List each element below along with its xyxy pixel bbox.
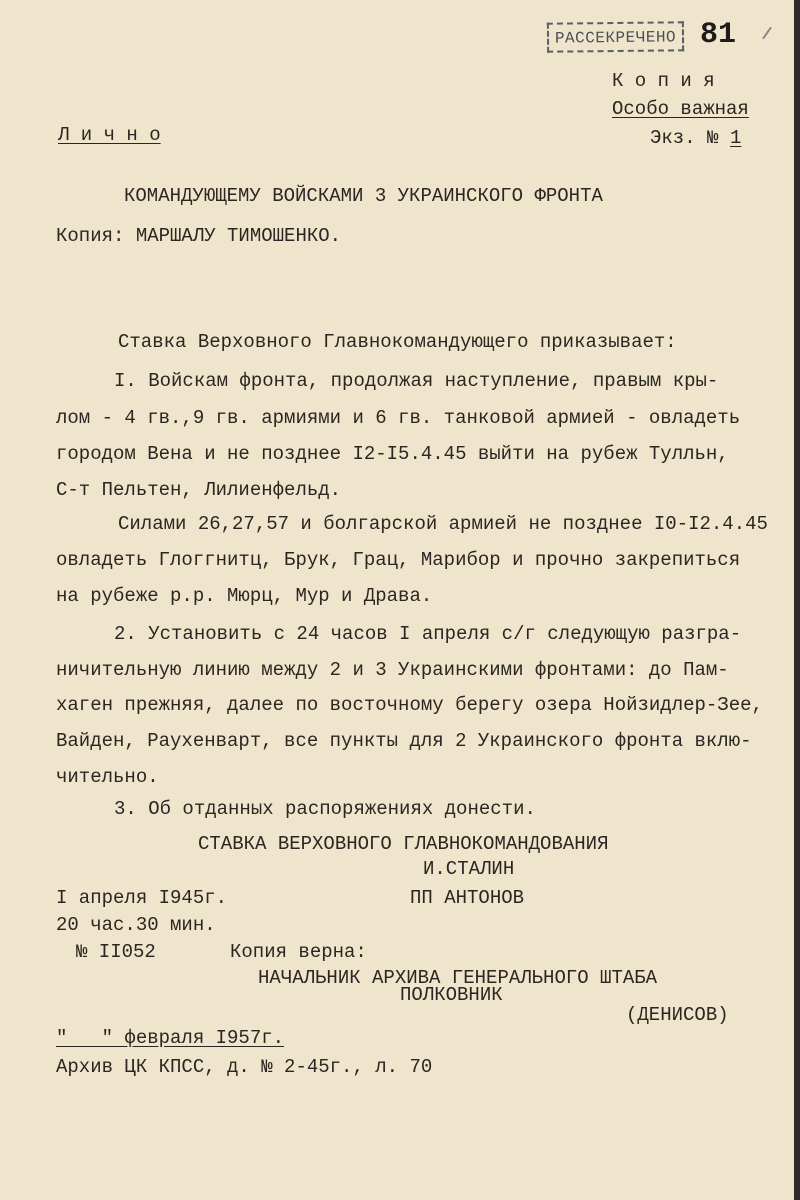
body-line: лом - 4 гв.,9 гв. армиями и 6 гв. танковой армией - овладеть (56, 407, 741, 429)
certification-rank: ПОЛКОВНИК (400, 984, 503, 1006)
body-line: 2. Установить с 24 часов I апреля с/г следующую разгра- (114, 623, 742, 645)
certification-name: (ДЕНИСОВ) (626, 1004, 729, 1026)
copy-label: К о п и я (612, 70, 715, 92)
body-line: на рубеже р.р. Мюрц, Мур и Драва. (56, 585, 433, 607)
exemplar-label: Экз. № (650, 127, 719, 149)
addressee-main: КОМАНДУЮЩЕМУ ВОЙСКАМИ 3 УКРАИНСКОГО ФРОНТА (124, 185, 603, 207)
classification-label: Особо важная (612, 98, 749, 120)
body-line: I. Войскам фронта, продолжая наступление, правым кры- (114, 370, 719, 392)
body-line: Ставка Верховного Главнокомандующего приказывает: (118, 331, 677, 353)
personal-label: Л и ч н о (58, 124, 161, 146)
pencil-mark (762, 27, 772, 40)
signature-antonov: ПП АНТОНОВ (410, 887, 525, 909)
body-line: ничительную линию между 2 и 3 Украинскими фронтами: до Пам- (56, 659, 729, 681)
exemplar-number: 1 (730, 127, 742, 149)
order-date: I апреля I945г. (56, 887, 228, 909)
certification-title: НАЧАЛЬНИК АРХИВА ГЕНЕРАЛЬНОГО ШТАБА (258, 967, 658, 989)
signature-hq: СТАВКА ВЕРХОВНОГО ГЛАВНОКОМАНДОВАНИЯ (198, 833, 609, 855)
signature-stalin: И.СТАЛИН (423, 858, 515, 880)
order-number: № II052 (76, 941, 156, 963)
body-line: Силами 26,27,57 и болгарской армией не позднее I0-I2.4.45 (118, 513, 768, 535)
declassified-stamp: РАССЕКРЕЧЕНО (547, 21, 684, 52)
body-line: хаген прежняя, далее по восточному берегу озера Нойзидлер-Зее, (56, 694, 763, 716)
body-line: овладеть Глоггнитц, Брук, Грац, Марибор и прочно закрепиться (56, 549, 741, 571)
body-line: С-т Пельтен, Лилиенфельд. (56, 479, 342, 501)
archive-reference: Архив ЦК КПСС, д. № 2-45г., л. 70 (56, 1056, 433, 1078)
body-line: 3. Об отданных распоряжениях донести. (114, 798, 536, 820)
addressee-copy: Копия: МАРШАЛУ ТИМОШЕНКО. (56, 225, 342, 247)
body-line: Вайден, Раухенварт, все пункты для 2 Украинского фронта вклю- (56, 730, 752, 752)
page-edge (794, 0, 800, 1200)
order-time: 20 час.30 мин. (56, 914, 216, 936)
page-number: 81 (700, 18, 737, 52)
certification-date: " " февраля I957г. (56, 1027, 285, 1049)
body-line: чительно. (56, 766, 159, 788)
body-line: городом Вена и не позднее I2-I5.4.45 выйти на рубеж Тулльн, (56, 443, 729, 465)
certification-label: Копия верна: (230, 941, 367, 963)
